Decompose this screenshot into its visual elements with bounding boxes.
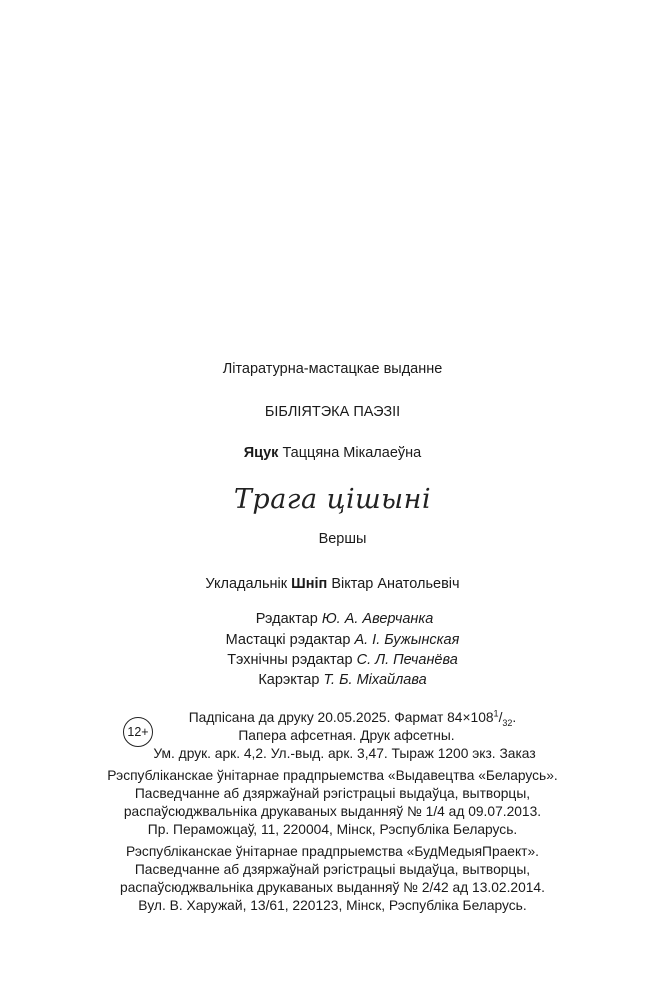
staff-proofreader: [10, 671, 665, 689]
printer-registration: Пасведчанне аб дзяржаўнай рэгістрацыі выдаўца, вытворцы,: [134, 862, 531, 877]
publisher-registration: Пасведчанне аб дзяржаўнай рэгістрацыі выдаўца, вытворцы,: [134, 786, 531, 801]
author-given-name: Таццяна Мікалаеўна: [282, 445, 422, 461]
format-numerator: 1: [493, 708, 499, 719]
book-title: Трага цішыні: [233, 484, 432, 515]
series-title: БІБЛІЯТЭКА ПАЭЗІІ: [264, 404, 401, 420]
staff-role: Рэдактар: [255, 611, 318, 627]
staff-editor: [12, 610, 665, 628]
compiler-line: [0, 575, 665, 593]
age-rating-badge: 12+: [123, 717, 153, 747]
printer-address: Вул. В. Харужай, 13/61, 220123, Мінск, Рэспубліка Беларусь.: [138, 898, 527, 913]
staff-art-editor: [10, 631, 665, 649]
format-denominator: 32: [502, 717, 513, 728]
staff-name: Т. Б. Міхайлава: [323, 672, 427, 688]
printer-name: Рэспубліканскае ўнітарнае прадпрыемства «БудМедыяПраект».: [125, 844, 539, 859]
compiler-label: Укладальнік: [205, 576, 288, 592]
compiler-surname: Шніп: [291, 576, 328, 592]
imprint-signed-text: Падпісана да друку 20.05.2025. Фармат 84×108: [188, 710, 494, 725]
author-line: [0, 444, 665, 462]
publisher-address: Пр. Пераможцаў, 11, 220004, Мінск, Рэспубліка Беларусь.: [147, 822, 518, 837]
staff-role: Тэхнічны рэдактар: [227, 652, 353, 668]
staff-name: С. Л. Печанёва: [356, 652, 458, 668]
staff-name: А. І. Бужынская: [354, 632, 460, 648]
publisher-license: распаўсюджвальніка друкаваных выданняў № 1/4 ад 09.07.2013.: [123, 804, 542, 819]
author-surname: Яцук: [243, 445, 279, 461]
genre: Вершы: [318, 531, 367, 547]
imprint-signed: Падпісана да друку 20.05.2025. Фармат $84\times 108^1/_{32}$.: [188, 708, 517, 728]
publisher-name: Рэспубліканскае ўнітарнае прадпрыемства «Выдавецтва «Беларусь».: [107, 768, 558, 783]
edition-type: Літаратурна-мастацкае выданне: [222, 361, 443, 377]
staff-tech-editor: [10, 651, 665, 669]
staff-role: Мастацкі рэдактар: [225, 632, 351, 648]
imprint-paper: Папера афсетная. Друк афсетны.: [238, 728, 455, 743]
staff-role: Карэктар: [258, 672, 320, 688]
format-end: .: [512, 710, 517, 725]
imprint-sheets: Ум. друк. арк. 4,2. Ул.-выд. арк. 3,47. Тыраж 1200 экз. Заказ: [153, 746, 536, 761]
compiler-given-name: Віктар Анатольевіч: [331, 576, 460, 592]
printer-license: распаўсюджвальніка друкаваных выданняў № 2/42 ад 13.02.2014.: [120, 880, 545, 895]
staff-name: Ю. А. Аверчанка: [321, 611, 434, 627]
